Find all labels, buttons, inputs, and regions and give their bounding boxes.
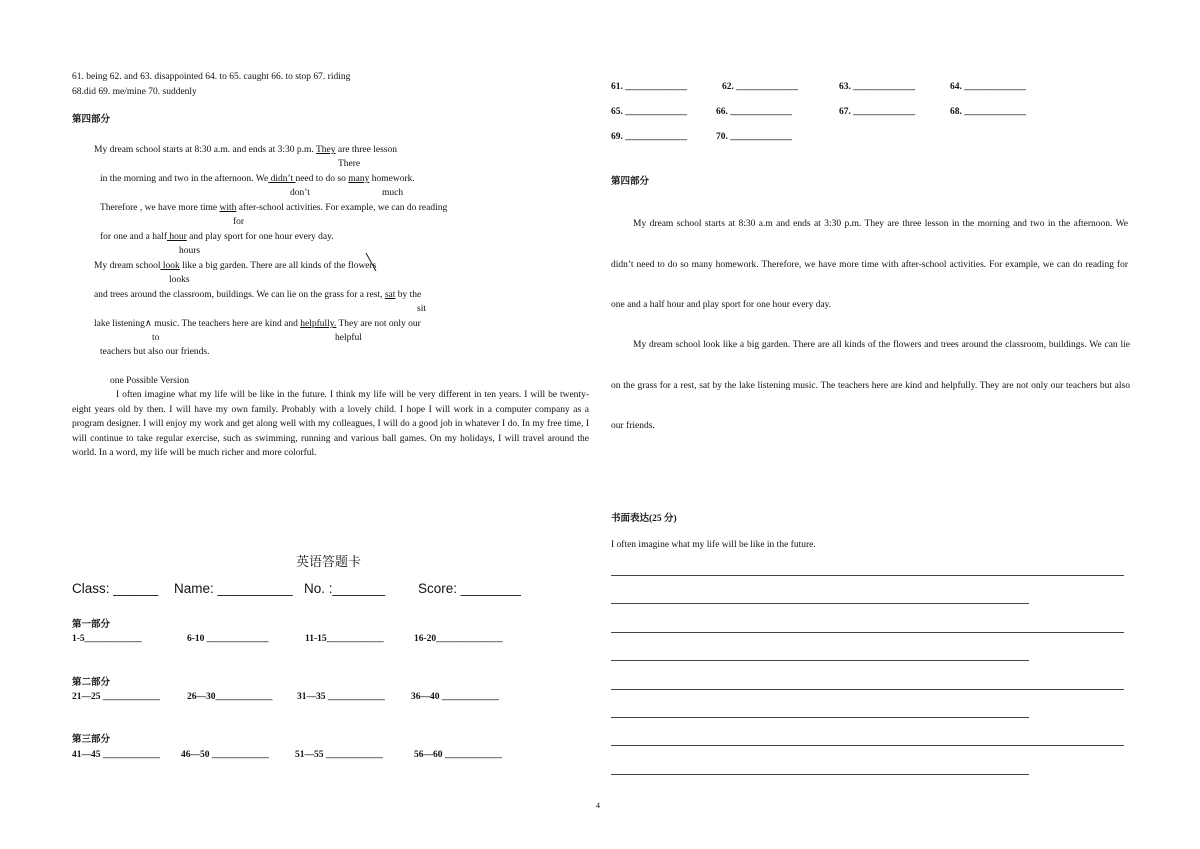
part3-heading: 第三部分 <box>72 735 111 745</box>
correction-line-8: teachers but also our friends. <box>100 347 210 357</box>
writing-line[interactable] <box>611 660 1029 661</box>
answer-card-title: 英语答题卡 <box>296 554 362 569</box>
correction-note-2b: much <box>382 188 404 198</box>
blank-70[interactable]: 70. _____________ <box>716 132 792 142</box>
writing-prompt: I often imagine what my life will be like in the future. <box>611 540 816 550</box>
part2-blank-3[interactable]: 31—35 ____________ <box>297 692 385 702</box>
answer-key-line-2: 68.did 69. me/mine 70. suddenly <box>72 87 197 97</box>
part3-blank-2[interactable]: 46—50 ____________ <box>181 750 269 760</box>
writing-line[interactable] <box>611 575 1124 576</box>
blank-67[interactable]: 67. _____________ <box>839 107 915 117</box>
part2-blank-1[interactable]: 21—25 ____________ <box>72 692 160 702</box>
correction-note-1: There <box>338 159 361 169</box>
correction-line-5: My dream school look like a big garden. There are all kinds of the flowers <box>94 261 377 271</box>
part1-blank-1[interactable]: 1-5____________ <box>72 634 142 644</box>
class-field[interactable]: Class: ______ <box>72 581 159 596</box>
correction-line-6: and trees around the classroom, buildings. We can lie on the grass for a rest, sat by the <box>94 290 422 300</box>
writing-line[interactable] <box>611 689 1124 690</box>
correction-note-2a: don’t <box>290 188 310 198</box>
part2-blank-2[interactable]: 26—30____________ <box>187 692 273 702</box>
writing-line[interactable] <box>611 603 1029 604</box>
section4-heading-right: 第四部分 <box>611 177 650 187</box>
blank-65[interactable]: 65. _____________ <box>611 107 687 117</box>
correction-line-3: Therefore , we have more time with after-school activities. For example, we can do reading <box>100 203 448 213</box>
correction-line-4: for one and a half hour and play sport for one hour every day. <box>100 232 334 242</box>
score-field[interactable]: Score: ________ <box>418 581 521 596</box>
writing-line[interactable] <box>611 717 1029 718</box>
possible-version-title: one Possible Version <box>110 376 189 386</box>
blank-68[interactable]: 68. _____________ <box>950 107 1026 117</box>
blank-64[interactable]: 64. _____________ <box>950 82 1026 92</box>
blank-63[interactable]: 63. _____________ <box>839 82 915 92</box>
writing-line[interactable] <box>611 745 1124 746</box>
name-field[interactable]: Name: __________ <box>174 581 293 596</box>
writing-line[interactable] <box>611 774 1029 775</box>
passage-paragraph-1: My dream school starts at 8:30 a.m and ends at 3:30 p.m. They are three lesson in the morning and two in the afternoon. We didn’t need to do so many homework. Therefore, we have more time with after-school activities. For example, we can do reading for one and a half hour and play sport for one hour every day. <box>611 219 1128 310</box>
blank-66[interactable]: 66. _____________ <box>716 107 792 117</box>
correction-note-7a: to <box>152 333 160 343</box>
part1-blank-2[interactable]: 6-10 _____________ <box>187 634 269 644</box>
part1-blank-4[interactable]: 16-20______________ <box>414 634 503 644</box>
part3-blank-1[interactable]: 41—45 ____________ <box>72 750 160 760</box>
part1-blank-3[interactable]: 11-15____________ <box>305 634 384 644</box>
correction-note-6: sit <box>417 304 426 314</box>
correction-note-4: hours <box>179 246 201 256</box>
correction-note-3: for <box>233 217 245 227</box>
part2-blank-4[interactable]: 36—40 ____________ <box>411 692 499 702</box>
section4-heading-left: 第四部分 <box>72 115 111 125</box>
blank-62[interactable]: 62. _____________ <box>722 82 798 92</box>
number-field[interactable]: No. :_______ <box>304 581 386 596</box>
possible-version-paragraph: I often imagine what my life will be like in the future. I think my life will be very different in ten years. I will be twenty-eight years old by then. I will have my own family. Probably with a lovely child. I hope I will work in a computer company as a program designer. I will enjoy my work and get along well with my colleagues, I will do a good job in whatever I do. In my free time, I will continue to take regular exercise, such as swimming, running and various ball games. On my holidays, I will travel around the world. In a word, my life will be much richer and more colorful. <box>72 390 589 458</box>
deletion-mark-icon <box>364 252 378 272</box>
answer-key-line-1: 61. being 62. and 63. disappointed 64. to 65. caught 66. to stop 67. riding <box>72 72 351 82</box>
part3-blank-3[interactable]: 51—55 ____________ <box>295 750 383 760</box>
passage-paragraph-2: My dream school look like a big garden. There are all kinds of the flowers and trees around the classroom, buildings. We can lie on the grass for a rest, sat by the lake listening music. The teachers here are kind and helpfully. They are not only our teachers but also our friends. <box>611 340 1130 431</box>
part2-heading: 第二部分 <box>72 678 111 688</box>
insertion-caret-icon: ∧ <box>144 319 152 329</box>
part3-blank-4[interactable]: 56—60 ____________ <box>414 750 502 760</box>
correction-note-7b: helpful <box>335 333 362 343</box>
correction-line-7: lake listening∧ music. The teachers here are kind and helpfully. They are not only our <box>94 319 421 329</box>
blank-61[interactable]: 61. _____________ <box>611 82 687 92</box>
writing-heading: 书面表达(25 分) <box>611 514 677 524</box>
writing-line[interactable] <box>611 632 1124 633</box>
correction-note-5: looks <box>169 275 190 285</box>
correction-line-2: in the morning and two in the afternoon. We didn’t need to do so many homework. <box>100 174 415 184</box>
correction-line-1: My dream school starts at 8:30 a.m. and ends at 3:30 p.m. They are three lesson <box>94 145 397 155</box>
part1-heading: 第一部分 <box>72 620 111 630</box>
page-number: 4 <box>596 801 600 810</box>
blank-69[interactable]: 69. _____________ <box>611 132 687 142</box>
